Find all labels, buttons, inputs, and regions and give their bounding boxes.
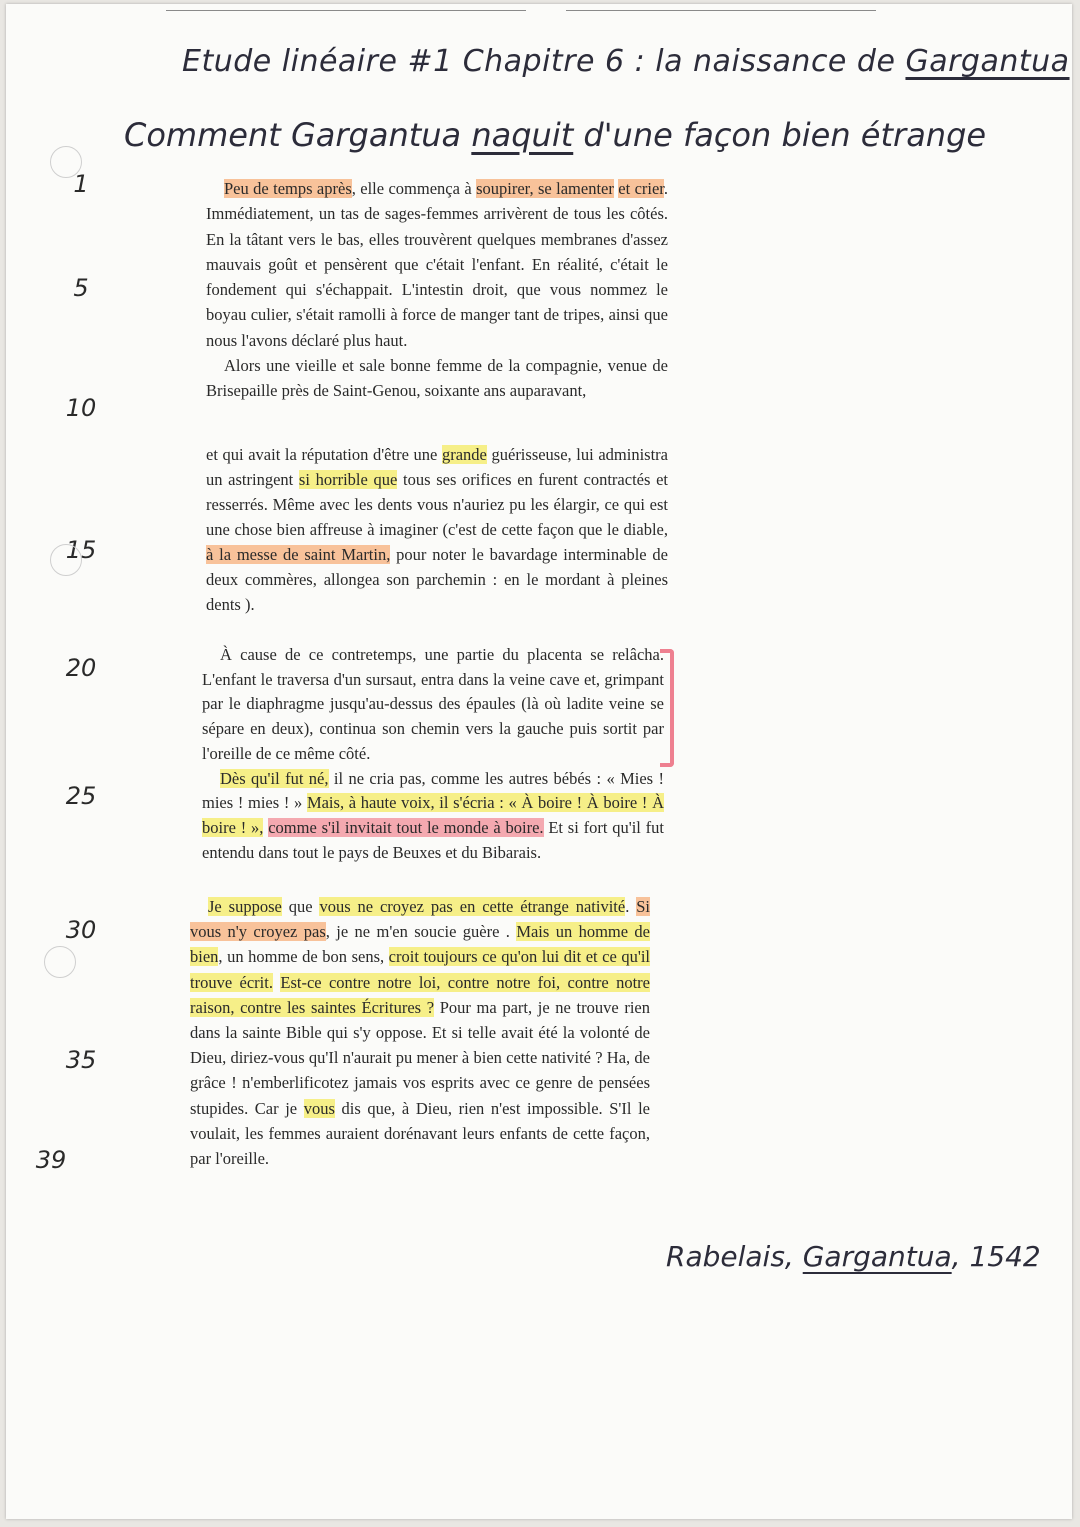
text-block-3: À cause de ce contretemps, une partie du placenta se relâcha. L'enfant le traversa d'un sursaut, entra dans la veine cave et, grimpant par le diaphragme jusqu'au-dessus des épaules (là où ladite veine se sépare en deux), continua son chemin vers la gauche puis sortit par l'oreille de ce même côté. Dès qu'il fut né, il ne cria pas, comme les autres bébés : « Mies ! mies ! mies ! » Mais, à haute voix, il s'écria : « À boire ! À boire ! À boire ! », comme s'il invitait tout le monde à boire. Et si fort qu'il fut entendu dans tout le pays de Beuxes et du Bibarais. — [202, 645, 665, 862]
page-title: Etude linéaire #1 Chapitre 6 : la naissance de Gargantua — [182, 44, 1070, 79]
line-number: 25 — [65, 782, 97, 810]
line-number: 35 — [65, 1046, 97, 1074]
punch-hole — [50, 146, 82, 178]
text-block-1: Peu de temps après, elle commença à soupirer, se lamenter et crier. Immédiatement, un tas de sages-femmes arrivèrent de tous les côtés. En la tâtant vers le bas, elles trouvèrent quelques membranes d'assez mauvais goût et pensèrent que c'était l'enfant. En réalité, c'était le fondement qui s'échappait. L'intestin droit, que vous nommez le boyau culier, s'était ramolli à force de manger tant de tripes, ainsi que nous l'avons déclaré plus haut. Alors une vieille et sale bonne femme de la compagnie, venue de Brisepaille près de Saint-Genou, soixante ans auparavant, — [206, 179, 669, 401]
line-number: 1 — [73, 170, 89, 198]
page-subtitle: Comment Gargantua naquit d'une façon bien étrange — [124, 116, 987, 154]
margin-bracket — [660, 649, 674, 767]
document-page — [6, 4, 1072, 1519]
top-line — [566, 10, 876, 11]
line-number: 39 — [35, 1146, 67, 1174]
line-number: 10 — [65, 394, 97, 422]
line-number: 5 — [73, 274, 89, 302]
signature: Rabelais, Gargantua, 1542 — [666, 1240, 1041, 1273]
text-block-4: Je suppose que vous ne croyez pas en cette étrange nativité. Si vous n'y croyez pas, je ne m'en soucie guère . Mais un homme de bien, un homme de bon sens, croit toujours ce qu'on lui dit et ce qu'il trouve écrit. Est-ce contre notre loi, contre notre foi, contre notre raison, contre les saintes Écritures ? Pour ma part, je ne trouve rien dans la sainte Bible qui s'y oppose. Et si telle avait été la volonté de Dieu, diriez-vous qu'Il n'aurait pu mener à bien cette nativité ? Ha, de grâce ! n'emberlificotez jamais vos esprits avec ce genre de pensées stupides. Car je vous dis que, à Dieu, rien n'est impossible. S'Il le voulait, les femmes auraient dorénavant leurs enfants de cette façon, par l'oreille. — [190, 897, 651, 1169]
punch-hole — [50, 544, 82, 576]
line-number: 20 — [65, 654, 97, 682]
line-number: 15 — [65, 536, 97, 564]
punch-hole — [44, 946, 76, 978]
top-line — [166, 10, 526, 11]
text-block-2: et qui avait la réputation d'être une grande guérisseuse, lui administra un astringent si horrible que tous ses orifices en furent contractés et resserrés. Même avec les dents vous n'auriez pu les élargir, ce qui est une chose bien affreuse à imaginer (c'est de cette façon que le diable, à la messe de saint Martin, pour noter le bavardage interminable de deux commères, allongea son parchemin : en le mordant à pleines dents ). — [206, 445, 668, 614]
line-number: 30 — [65, 916, 97, 944]
